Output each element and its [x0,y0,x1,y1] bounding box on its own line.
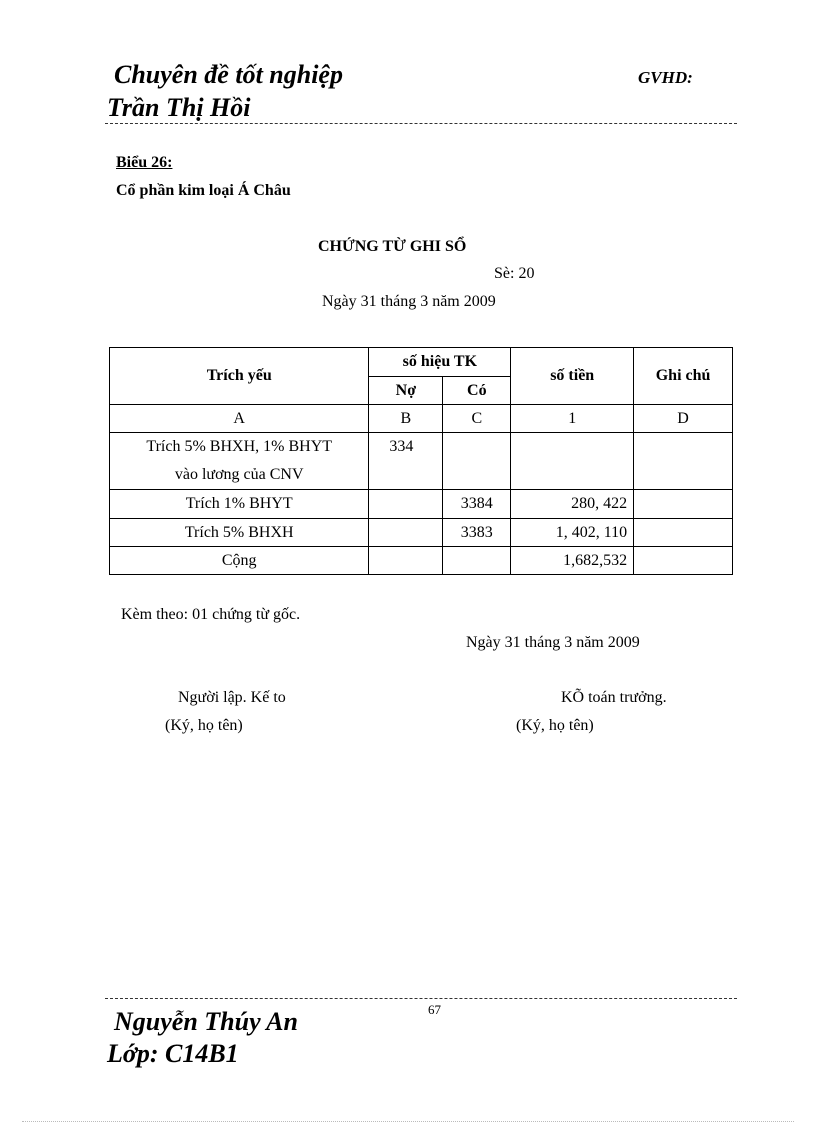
page-number: 67 [428,1002,441,1017]
header-note: Ghi chú [634,348,733,405]
total-row [110,547,733,575]
table-row [110,490,733,519]
note-cell [634,519,733,547]
table-row [110,433,733,490]
note-cell [634,490,733,519]
credit-cell: 3384 [443,490,511,519]
code-cell: B [369,405,443,433]
description-line: vào lương của CNV [174,466,304,483]
debit-cell [369,519,443,547]
amount-cell [511,433,634,490]
header-divider [105,123,737,124]
header-amount: số tiền [511,348,634,405]
header-description: Trích yếu [110,348,369,405]
credit-cell: 3383 [443,519,511,547]
credit-cell [443,547,511,575]
supervisor-label: GVHD: [638,68,693,87]
description-cell: Trích 5% BHXH [110,519,369,547]
header-debit: Nợ [369,377,443,405]
footer-divider [105,998,737,999]
debit-cell: 334 [369,433,443,490]
note-cell [634,547,733,575]
total-amount: 1,682,532 [511,547,634,575]
code-cell: D [634,405,733,433]
voucher-table [109,347,733,575]
credit-cell [443,433,511,490]
form-number: Biểu 26: [116,154,173,171]
voucher-date: Ngày 31 tháng 3 năm 2009 [322,293,496,310]
voucher-title: CHỨNG TỪ GHI SỔ [318,238,467,255]
amount-cell: 280, 422 [511,490,634,519]
description-cell [110,433,369,490]
voucher-serial: Sè: 20 [494,265,535,282]
description-line: Trích 5% BHXH, 1% BHYT [146,438,333,455]
total-label: Cộng [110,547,369,575]
chief-accountant-signature: (Ký, họ tên) [516,717,594,734]
debit-cell [369,490,443,519]
attachments-note: Kèm theo: 01 chứng từ gốc. [121,606,301,623]
note-cell [634,433,733,490]
document-title: Chuyên đề tốt nghiệp [114,60,343,89]
header-account-group: số hiệu TK [369,348,511,377]
description-cell: Trích 1% BHYT [110,490,369,519]
code-cell: A [110,405,369,433]
chief-accountant-title: KÕ toán trưởng. [561,689,667,706]
amount-cell: 1, 402, 110 [511,519,634,547]
code-cell: C [443,405,511,433]
preparer-title: Người lập. Kế to [178,689,286,706]
code-row [110,405,733,433]
class-label: Lớp: C14B1 [107,1039,239,1068]
company-name: Cổ phần kim loại Á Châu [116,182,291,199]
preparer-signature: (Ký, họ tên) [165,717,243,734]
debit-cell [369,547,443,575]
table-row [110,519,733,547]
signature-date: Ngày 31 tháng 3 năm 2009 [466,634,640,651]
page-edge-divider [22,1121,794,1122]
header-credit: Có [443,377,511,405]
code-cell: 1 [511,405,634,433]
student-name: Nguyễn Thúy An [114,1007,298,1036]
author-name: Trần Thị Hồi [107,93,251,122]
